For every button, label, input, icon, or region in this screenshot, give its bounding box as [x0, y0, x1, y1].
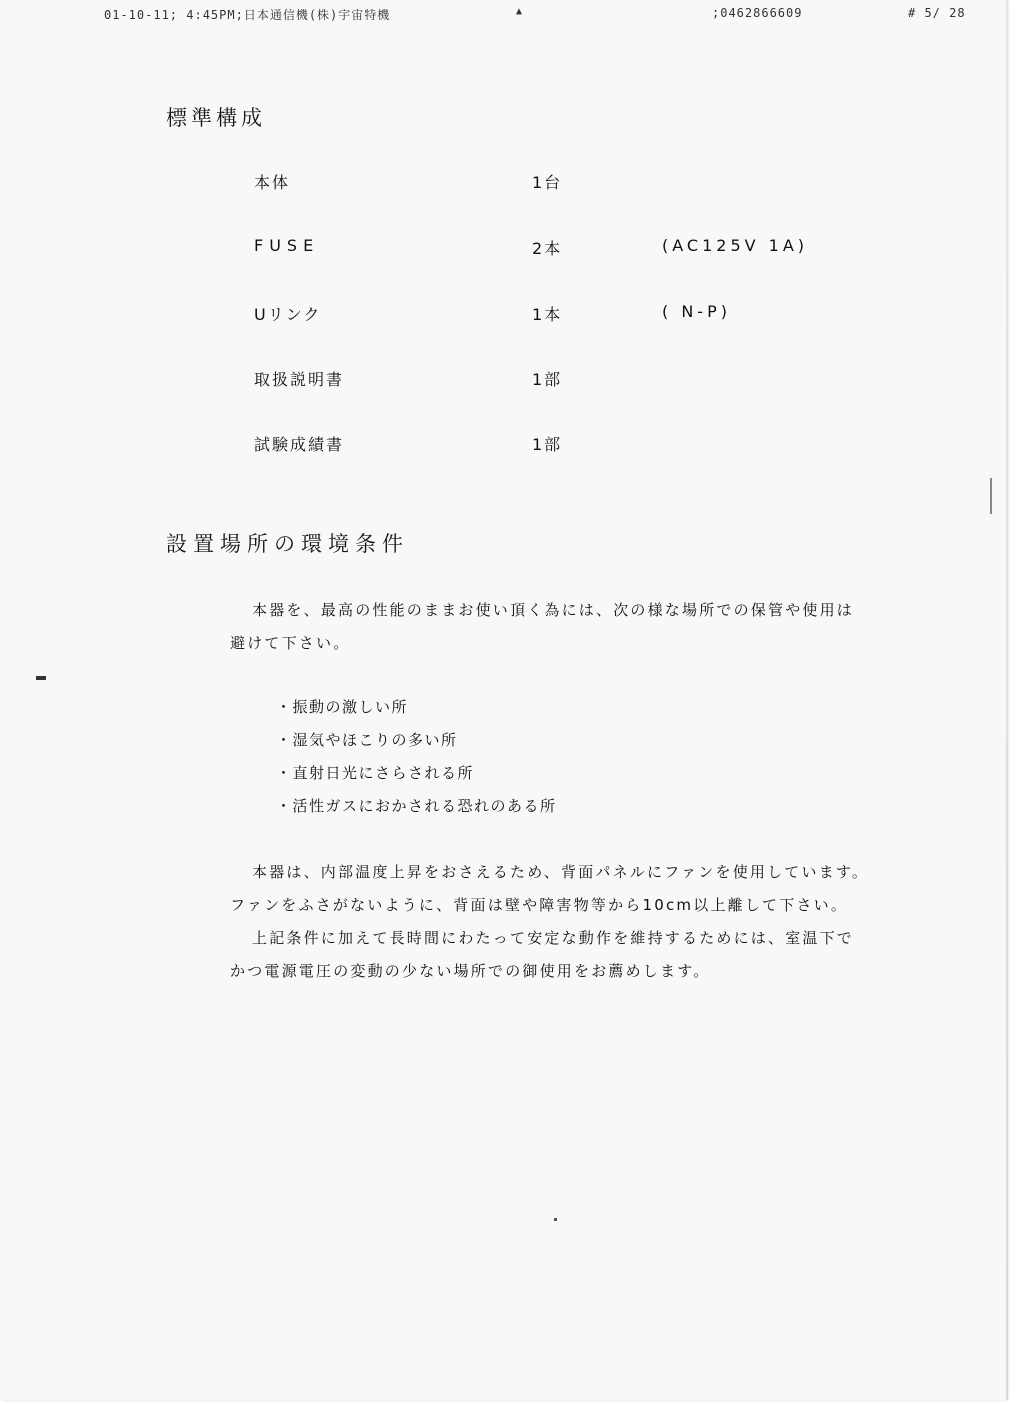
- spec-item-qty: 1本: [532, 305, 563, 324]
- intro-paragraph: [230, 594, 854, 660]
- spec-item-note: ( N-P): [662, 302, 731, 321]
- paragraph-line: 避けて下さい。: [230, 634, 351, 652]
- spec-item-name: 試験成績書: [254, 435, 345, 454]
- fax-header: [0, 6, 1006, 26]
- spec-row: [0, 367, 1006, 397]
- paper-edge: [1006, 0, 1008, 1400]
- spec-row: [0, 432, 1006, 462]
- spec-item-name: FUSE: [254, 236, 320, 255]
- spec-item-qty: 2本: [532, 239, 563, 258]
- paragraph-line: 本器は、内部温度上昇をおさえるため、背面パネルにファンを使用しています。: [252, 863, 870, 881]
- body-paragraph: [230, 856, 869, 988]
- list-item: ・振動の激しい所: [276, 698, 409, 716]
- standard-configuration-heading: 標準構成: [166, 106, 266, 130]
- spec-item-note: (AC125V 1A): [662, 236, 809, 255]
- fax-phone-number: ;0462866609: [712, 6, 803, 20]
- spec-item-qty: 1台: [532, 173, 563, 192]
- scan-mark: [554, 1218, 557, 1221]
- paragraph-line: かつ電源電圧の変動の少ない場所での御使用をお薦めします。: [230, 962, 711, 980]
- scan-mark: [990, 478, 992, 514]
- list-item: ・直射日光にさらされる所: [276, 764, 475, 782]
- spec-item-qty: 1部: [532, 370, 563, 389]
- paragraph-line: 上記条件に加えて長時間にわたって安定な動作を維持するためには、室温下で: [252, 929, 855, 947]
- fax-date-time: 01-10-11; 4:45PM;日本通信機(株)宇宙特機: [104, 8, 391, 22]
- fax-marker: ▲: [516, 6, 524, 17]
- installation-environment-heading: 設置場所の環境条件: [166, 532, 409, 556]
- paragraph-line: 本器を、最高の性能のままお使い頂く為には、次の様な場所での保管や使用は: [252, 601, 855, 619]
- paragraph-line: ファンをふさがないように、背面は壁や障害物等から10cm以上離して下さい。: [230, 896, 849, 914]
- spec-row: [0, 302, 1006, 332]
- list-item: ・湿気やほこりの多い所: [276, 731, 458, 749]
- fax-page-count: # 5/ 28: [908, 6, 966, 20]
- spec-item-name: 取扱説明書: [254, 370, 345, 389]
- spec-row: [0, 170, 1006, 200]
- spec-item-name: 本体: [254, 173, 291, 192]
- bullet-list: [276, 694, 557, 826]
- list-item: ・活性ガスにおかされる恐れのある所: [276, 797, 557, 815]
- spec-row: [0, 236, 1006, 266]
- spec-item-name: Uリンク: [254, 305, 322, 324]
- spec-item-qty: 1部: [532, 435, 563, 454]
- scan-mark: [36, 676, 46, 680]
